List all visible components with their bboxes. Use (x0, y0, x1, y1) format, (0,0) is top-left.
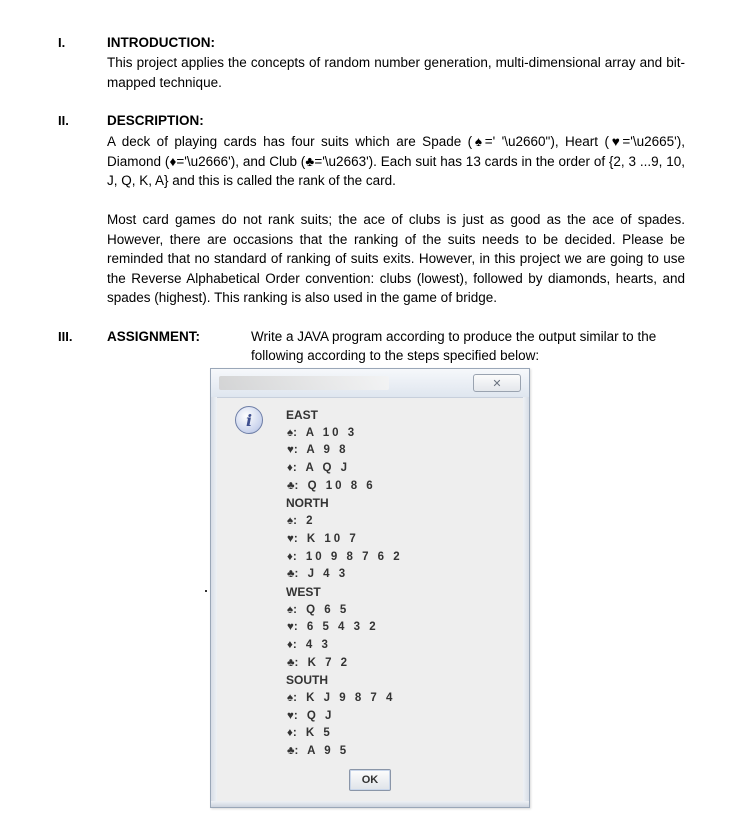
club-icon: ♣ (287, 656, 295, 669)
diamond-row (286, 725, 403, 743)
diamond-row (286, 549, 403, 567)
club-row (286, 655, 403, 673)
dialog-frame-bottom (211, 801, 529, 807)
dialog-titlebar[interactable] (211, 369, 529, 398)
diamond-row (286, 637, 403, 655)
diamond-cards: : A Q J (292, 462, 351, 475)
club-cards: : K 7 2 (294, 656, 351, 669)
spade-row (286, 602, 403, 620)
message-dialog (210, 368, 530, 808)
club-icon: ♣ (287, 568, 295, 581)
heart-icon: ♥ (287, 532, 294, 545)
hands-list (286, 407, 403, 761)
club-row (286, 566, 403, 584)
seat-label-east: EAST (286, 408, 319, 422)
heart-cards: : Q J (293, 709, 335, 722)
diamond-icon: ♦ (287, 462, 293, 475)
heart-icon: ♥ (287, 444, 294, 457)
heart-icon: ♥ (287, 621, 294, 634)
section-number: I. (58, 35, 66, 50)
spade-icon: ♠ (287, 603, 294, 616)
club-cards: : Q 10 8 6 (294, 479, 376, 492)
heart-row (286, 531, 403, 549)
section-heading-assignment: ASSIGNMENT: (107, 329, 201, 344)
diamond-icon: ♦ (287, 550, 293, 563)
description-paragraph-1: A deck of playing cards has four suits which are Spade (♠=' '\u2660"), Heart (♥='\u2665'), Diamond (♦='\u2666'), and Club (♣='\u2663'). Each suit has 13 cards in the order of {2, 3 ...9, 10, J, Q, K, A} and this is called the rank of the card. (107, 134, 685, 188)
heart-cards: : 6 5 4 3 2 (293, 621, 379, 634)
club-icon: ♣ (287, 745, 295, 758)
description-paragraph-2: Most card games do not rank suits; the ace of clubs is just as good as the ace of spades. However, there are occasions that the ranking of the suits needs to be decided. Please be reminded that no standard of ranking of suits exits. However, in this project we are going to use the Reverse Alphabetical Order convention: clubs (lowest), followed by diamonds, hearts, and spades (highest). This ranking is also used in the game of bridge. (107, 212, 685, 305)
spade-cards: : K J 9 8 7 4 (293, 692, 396, 704)
diamond-cards: : 10 9 8 7 6 2 (292, 550, 403, 563)
club-row (286, 478, 403, 496)
info-icon: i (235, 406, 263, 434)
assignment-paragraph: Write a JAVA program according to produce the output similar to the following according to the steps specified below: (251, 329, 657, 363)
diamond-cards: : 4 3 (292, 638, 331, 651)
spade-cards: : 2 (293, 515, 316, 528)
seat-label-south: SOUTH (286, 673, 328, 688)
heart-row (286, 708, 403, 726)
section-number: II. (58, 113, 69, 128)
spade-row (286, 690, 403, 708)
intro-paragraph: This project applies the concepts of random number generation, multi-dimensional array and bit-mapped technique. (107, 55, 685, 90)
ok-button[interactable]: OK (349, 769, 391, 791)
club-icon: ♣ (287, 479, 295, 492)
spade-icon: ♠ (287, 426, 294, 439)
heart-row (286, 619, 403, 637)
heart-cards: : K 10 7 (293, 532, 359, 545)
spade-cards: : Q 6 5 (293, 603, 350, 616)
dialog-frame-left (211, 397, 217, 807)
diamond-icon: ♦ (287, 727, 293, 740)
heart-icon: ♥ (287, 709, 294, 722)
heart-cards: : A 9 8 (293, 444, 349, 457)
heart-row (286, 442, 403, 460)
section-heading-description: DESCRIPTION: (107, 113, 204, 128)
section-heading-introduction: INTRODUCTION: (107, 35, 215, 50)
spade-icon: ♠ (287, 515, 294, 528)
spade-icon: ♠ (287, 692, 294, 704)
dialog-frame-right (523, 397, 529, 807)
diamond-icon: ♦ (287, 638, 293, 651)
club-cards: : A 9 5 (294, 745, 350, 758)
dialog-title-blurred (219, 376, 389, 390)
section-number: III. (58, 329, 73, 344)
seat-label-north: NORTH (286, 496, 329, 511)
stray-dot (205, 590, 207, 592)
seat-label-west: WEST (286, 584, 321, 599)
spade-row (286, 513, 403, 531)
close-button[interactable] (473, 374, 521, 392)
club-cards: : J 4 3 (294, 568, 349, 581)
club-row (286, 743, 403, 761)
spade-cards: : A 10 3 (293, 426, 358, 439)
diamond-row (286, 460, 403, 478)
close-icon: ✕ (492, 377, 502, 390)
diamond-cards: : K 5 (292, 727, 333, 740)
spade-row (286, 425, 403, 443)
